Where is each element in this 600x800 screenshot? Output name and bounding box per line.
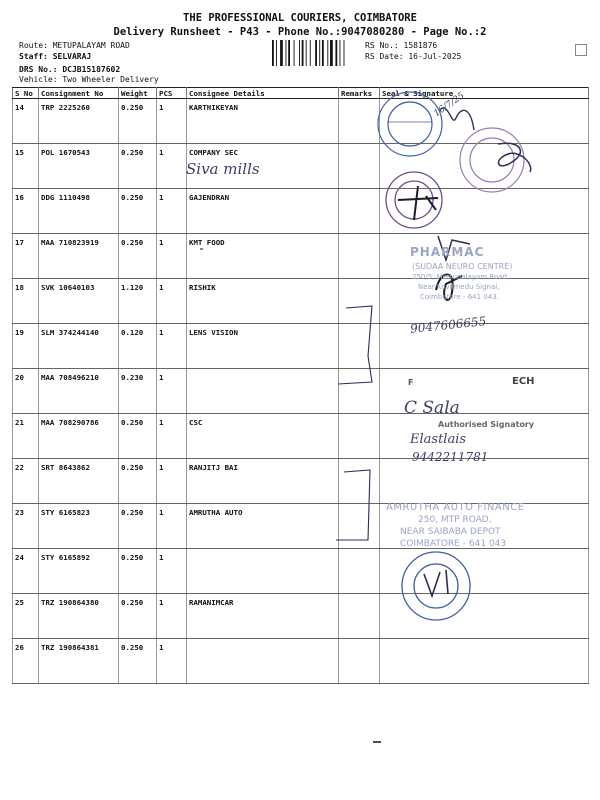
cell-weight: 0.250 (119, 99, 157, 144)
drs-line (19, 65, 120, 74)
barcode-bar (340, 40, 341, 66)
cell-consignee: LENS VISION (187, 324, 339, 369)
cell-remarks (339, 189, 380, 234)
cell-weight: 0.250 (119, 189, 157, 234)
col-seal-signature: Seal & Signature (380, 88, 589, 99)
cell-sno: 15 (13, 144, 39, 189)
cell-consignee: RISHIK (187, 279, 339, 324)
cell-sno: 19 (13, 324, 39, 369)
rs-number: RS No.: 1581876 (365, 41, 438, 50)
col-pcs: PCS (157, 88, 187, 99)
cell-pcs: 1 (157, 234, 187, 279)
cell-seal (380, 639, 589, 684)
cell-seal (380, 144, 589, 189)
table-header-row (13, 88, 589, 99)
cell-seal (380, 549, 589, 594)
cell-consignee: RAMANIMCAR (187, 594, 339, 639)
cell-consignment: MAA 708496210 (39, 369, 119, 414)
table-row (13, 99, 589, 144)
cell-sno: 25 (13, 594, 39, 639)
cell-remarks (339, 639, 380, 684)
handwritten-phone-22: 9442211781 (412, 450, 489, 464)
handwritten-siva-mills: Siva mills (186, 160, 260, 178)
pharmacy-stamp-address-2: Near Kovilmedu Signal, (418, 283, 500, 291)
drs-label: DRS No.: (19, 65, 63, 74)
cell-pcs: 1 (157, 369, 187, 414)
cell-pcs: 1 (157, 639, 187, 684)
cell-sno: 23 (13, 504, 39, 549)
amrutha-stamp-name: AMRUTHA AUTO FINANCE (386, 502, 525, 513)
rs-date: RS Date: 16-Jul-2025 (365, 52, 462, 61)
barcode-bar (344, 40, 345, 66)
cell-weight: 0.120 (119, 324, 157, 369)
table-row (13, 369, 589, 414)
table-row (13, 234, 589, 279)
cell-sno: 24 (13, 549, 39, 594)
cell-pcs: 1 (157, 459, 187, 504)
table-row (13, 324, 589, 369)
cell-consignment: DDG 1110498 (39, 189, 119, 234)
barcode-bar (335, 40, 337, 66)
table-row (13, 594, 589, 639)
cell-consignment: TRP 2225260 (39, 99, 119, 144)
stamp-authorised-signatory: Authorised Signatory (438, 420, 535, 429)
cell-weight: 0.250 (119, 549, 157, 594)
cell-sno: 21 (13, 414, 39, 459)
cell-weight: 0.250 (119, 414, 157, 459)
barcode (272, 40, 360, 66)
col-consignment: Consignment No (39, 88, 119, 99)
cell-sno: 17 (13, 234, 39, 279)
cell-pcs: 1 (157, 279, 187, 324)
pharmacy-stamp-address-3: Coimbatore - 641 043. (420, 293, 499, 301)
drs-number: DCJB15187602 (62, 65, 121, 74)
cell-sno: 20 (13, 369, 39, 414)
cell-consignee (187, 639, 339, 684)
cell-pcs: 1 (157, 189, 187, 234)
barcode-bar (330, 40, 333, 66)
cell-weight: 0.250 (119, 504, 157, 549)
staff-name: SELVARAJ (52, 52, 92, 61)
handwritten-name-22: Elastlais (410, 432, 467, 447)
cell-pcs: 1 (157, 504, 187, 549)
cell-consignment: TRZ 190864380 (39, 594, 119, 639)
cell-consignment: STY 6165823 (39, 504, 119, 549)
staff-label: Staff: (19, 52, 53, 61)
cell-pcs: 1 (157, 594, 187, 639)
cell-weight: 1.120 (119, 279, 157, 324)
table-row (13, 279, 589, 324)
cell-consignment: STY 6165892 (39, 549, 119, 594)
barcode-bar (286, 40, 287, 66)
cell-pcs: 1 (157, 549, 187, 594)
cell-sno: 26 (13, 639, 39, 684)
vehicle-label: Vehicle: Two Wheeler Delivery (19, 75, 159, 84)
cell-remarks (339, 99, 380, 144)
barcode-bar (327, 40, 328, 66)
cell-remarks (339, 279, 380, 324)
cell-consignment: SVK 10640103 (39, 279, 119, 324)
cell-seal (380, 99, 589, 144)
cell-sno: 18 (13, 279, 39, 324)
cell-weight: 0.250 (119, 234, 157, 279)
col-weight: Weight (119, 88, 157, 99)
cell-pcs: 1 (157, 414, 187, 459)
barcode-bar (306, 40, 307, 66)
barcode-bar (322, 40, 324, 66)
barcode-bar (315, 40, 317, 66)
barcode-bar (294, 40, 295, 66)
col-sno: S No (13, 88, 39, 99)
cell-pcs: 1 (157, 99, 187, 144)
cell-consignee: CSC (187, 414, 339, 459)
barcode-bar (299, 40, 300, 66)
handwritten-date-14: 16/7/25 (432, 90, 467, 120)
amrutha-stamp-address-2: NEAR SAIBABA DEPOT (400, 527, 501, 537)
pharmacy-stamp-address-1: 250/5, Mettupalayam Road (412, 273, 507, 281)
cell-consignee: AMRUTHA AUTO (187, 504, 339, 549)
cell-consignment: MAA 710823919 (39, 234, 119, 279)
pharmacy-stamp-name: PHARMAC (410, 245, 485, 259)
table-row (13, 639, 589, 684)
cell-weight: 0.230 (119, 369, 157, 414)
cell-seal (380, 594, 589, 639)
barcode-bar (276, 40, 277, 66)
cell-remarks (339, 414, 380, 459)
cell-remarks (339, 324, 380, 369)
barcode-bar (272, 40, 274, 66)
cell-remarks (339, 369, 380, 414)
cell-sno: 14 (13, 99, 39, 144)
cell-consignee: RANJITJ BAI (187, 459, 339, 504)
pharmacy-stamp-sub: (SUDAA NEURO CENTRE) (412, 262, 513, 271)
table-row (13, 144, 589, 189)
stamp-letter-f: F (408, 378, 414, 387)
handwritten-phone-19: 9047606655 (409, 314, 487, 336)
cell-weight: 0.250 (119, 594, 157, 639)
cell-pcs: 1 (157, 324, 187, 369)
cell-pcs: 1 (157, 144, 187, 189)
cell-consignee: KARTHIKEYAN (187, 99, 339, 144)
cell-consignment: MAA 708290786 (39, 414, 119, 459)
cell-remarks (339, 234, 380, 279)
cell-weight: 0.250 (119, 459, 157, 504)
col-consignee: Consignee Details (187, 88, 339, 99)
cell-consignee: KMT FOOD (187, 234, 339, 279)
cell-seal (380, 189, 589, 234)
cell-remarks (339, 504, 380, 549)
runsheet-title: THE PROFESSIONAL COURIERS, COIMBATORE (183, 12, 417, 24)
cell-remarks (339, 459, 380, 504)
cell-remarks (339, 549, 380, 594)
cell-consignment: POL 1670543 (39, 144, 119, 189)
cell-sno: 22 (13, 459, 39, 504)
staff-line (19, 52, 91, 61)
cell-remarks (339, 144, 380, 189)
barcode-bar (302, 40, 304, 66)
stamp-ech: ECH (512, 376, 535, 387)
cell-consignee: GAJENDRAN (187, 189, 339, 234)
cell-consignee (187, 369, 339, 414)
barcode-bar (319, 40, 320, 66)
cell-consignment: SRT 8643862 (39, 459, 119, 504)
cell-seal (380, 459, 589, 504)
cell-weight: 0.250 (119, 639, 157, 684)
col-remarks: Remarks (339, 88, 380, 99)
runsheet-subtitle: Delivery Runsheet - P43 - Phone No.:9047080280 - Page No.:2 (113, 26, 487, 38)
qr-code-icon (575, 44, 587, 56)
cell-consignee (187, 549, 339, 594)
cell-weight: 0.250 (119, 144, 157, 189)
barcode-bar (310, 40, 311, 66)
table-row (13, 459, 589, 504)
delivery-table (12, 87, 589, 684)
route-label: Route: METUPALAYAM ROAD (19, 41, 130, 50)
cell-sno: 16 (13, 189, 39, 234)
table-row (13, 549, 589, 594)
barcode-bar (280, 40, 283, 66)
cell-consignment: SLM 374244140 (39, 324, 119, 369)
cell-consignment: TRZ 190864381 (39, 639, 119, 684)
cell-consignee: COMPANY SEC (187, 144, 339, 189)
amrutha-stamp-address-3: COIMBATORE - 641 043 (400, 539, 507, 549)
barcode-bar (288, 40, 290, 66)
handwritten-sign-21: C Sala (404, 398, 460, 418)
amrutha-stamp-address-1: 250, MTP ROAD, (418, 515, 492, 525)
table-row (13, 189, 589, 234)
cell-remarks (339, 594, 380, 639)
